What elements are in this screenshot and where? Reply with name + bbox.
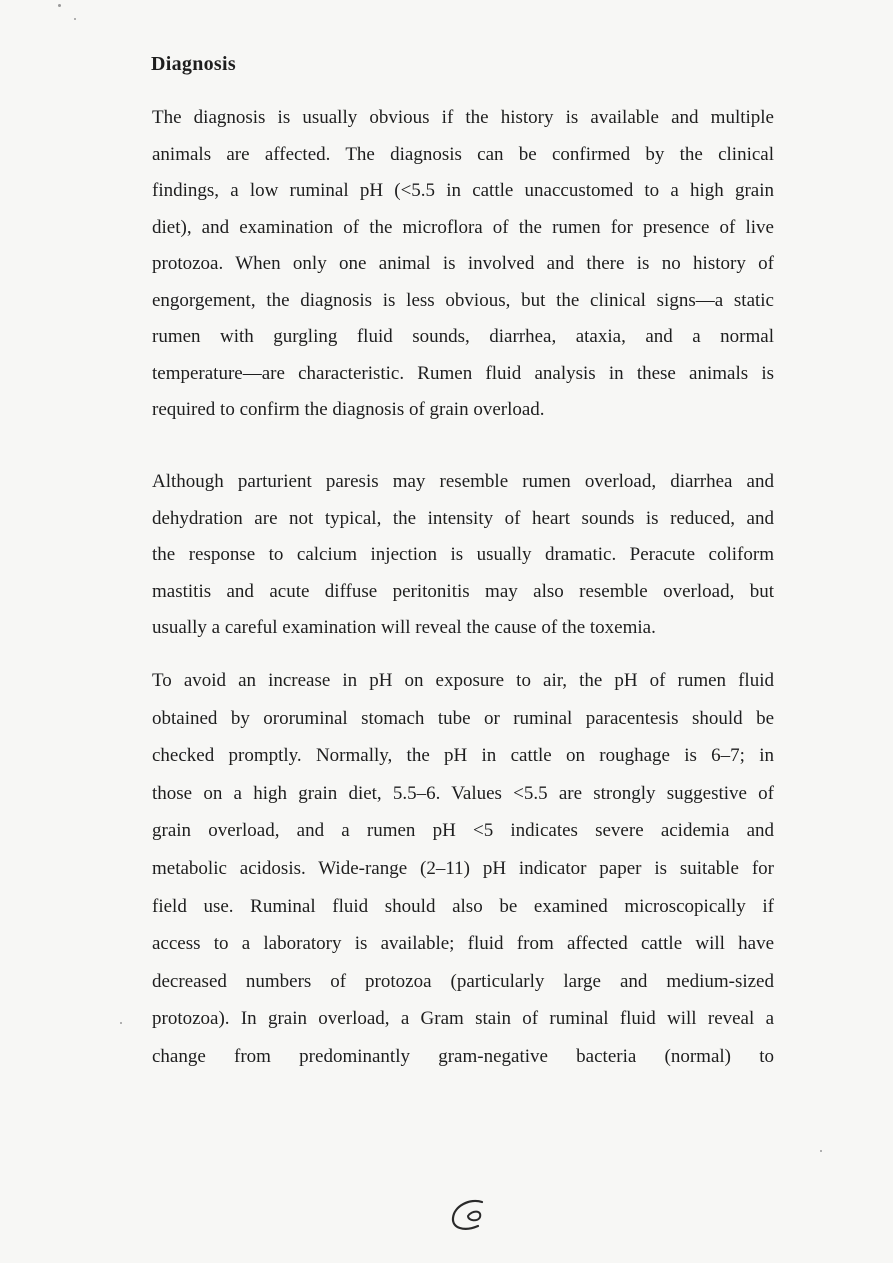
text-line: change from predominantly gram-negative bacteria (normal) to bbox=[152, 1045, 774, 1067]
text-line: findings, a low ruminal pH (<5.5 in cattle unaccustomed to a high grain bbox=[152, 180, 774, 201]
text-line: protozoa). In grain overload, a Gram stain of ruminal fluid will reveal a bbox=[152, 1008, 774, 1030]
text-line: decreased numbers of protozoa (particularly large and medium-sized bbox=[152, 970, 774, 992]
text-line: field use. Ruminal fluid should also be examined microscopically if bbox=[152, 895, 774, 917]
text-line: grain overload, and a rumen pH <5 indicates severe acidemia and bbox=[152, 820, 774, 842]
scan-speck bbox=[58, 4, 61, 7]
text-line: engorgement, the diagnosis is less obvious, but the clinical signs—a static bbox=[152, 289, 774, 311]
text-line: checked promptly. Normally, the pH in cattle on roughage is 6–7; in bbox=[152, 745, 774, 767]
scan-speck bbox=[820, 1150, 822, 1152]
paragraph-differential bbox=[152, 464, 774, 647]
text-line: The diagnosis is usually obvious if the history is available and multiple bbox=[152, 107, 774, 128]
text-line: usually a careful examination will reveal the cause of the toxemia. bbox=[152, 617, 656, 638]
text-line: mastitis and acute diffuse peritonitis may also resemble overload, but bbox=[152, 580, 774, 602]
paragraph-ph-testing bbox=[152, 662, 774, 1076]
text-line: required to confirm the diagnosis of grain overload. bbox=[152, 399, 545, 420]
scan-speck bbox=[74, 18, 76, 20]
text-line: rumen with gurgling fluid sounds, diarrhea, ataxia, and a normal bbox=[152, 326, 774, 347]
paragraph-diagnosis bbox=[152, 100, 774, 429]
text-line: those on a high grain diet, 5.5–6. Values <5.5 are strongly suggestive of bbox=[152, 782, 774, 804]
text-line: protozoa. When only one animal is involved and there is no history of bbox=[152, 253, 774, 274]
handwritten-page-number bbox=[448, 1196, 492, 1236]
text-line: animals are affected. The diagnosis can be confirmed by the clinical bbox=[152, 143, 774, 165]
text-line: dehydration are not typical, the intensity of heart sounds is reduced, and bbox=[152, 507, 774, 529]
text-line: To avoid an increase in pH on exposure to air, the pH of rumen fluid bbox=[152, 670, 774, 691]
text-line: diet), and examination of the microflora of the rumen for presence of live bbox=[152, 216, 774, 238]
section-heading: Diagnosis bbox=[151, 53, 236, 75]
text-line: temperature—are characteristic. Rumen fluid analysis in these animals is bbox=[152, 362, 774, 384]
text-line: obtained by ororuminal stomach tube or ruminal paracentesis should be bbox=[152, 707, 774, 729]
scan-speck bbox=[120, 1022, 122, 1024]
text-line: access to a laboratory is available; fluid from affected cattle will have bbox=[152, 933, 774, 955]
text-line: metabolic acidosis. Wide-range (2–11) pH indicator paper is suitable for bbox=[152, 857, 774, 879]
text-line: the response to calcium injection is usually dramatic. Peracute coliform bbox=[152, 544, 774, 565]
text-line: Although parturient paresis may resemble rumen overload, diarrhea and bbox=[152, 471, 774, 492]
